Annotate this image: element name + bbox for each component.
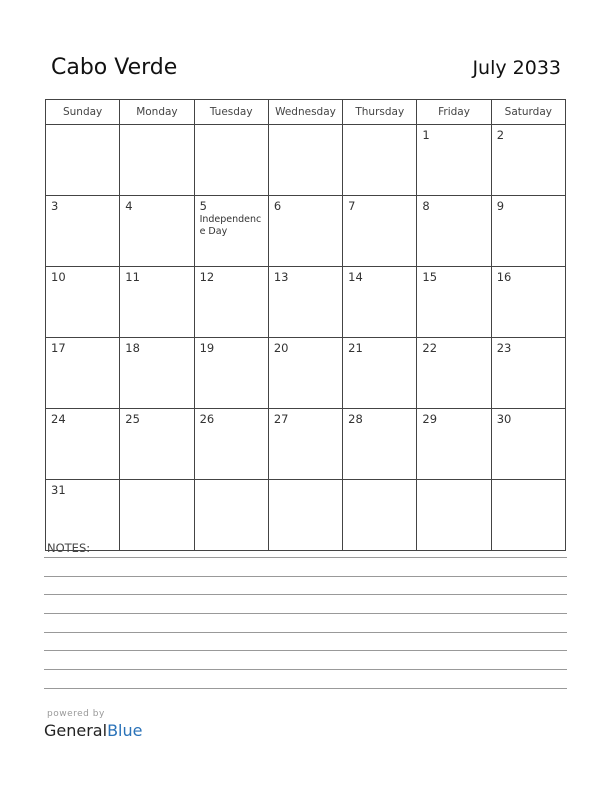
day-number: 12 <box>199 270 215 284</box>
week-row <box>46 409 566 480</box>
day-cell <box>417 480 491 551</box>
weekday-header: Friday <box>417 100 491 125</box>
day-number: 31 <box>51 483 66 497</box>
day-cell <box>343 480 417 551</box>
weekday-header: Saturday <box>491 100 565 125</box>
day-cell <box>417 125 491 196</box>
month-year-title: July 2033 <box>472 57 561 79</box>
day-cell <box>268 409 342 480</box>
day-cell <box>194 409 268 480</box>
day-number: 7 <box>348 199 356 213</box>
day-cell <box>491 480 565 551</box>
day-cell <box>343 409 417 480</box>
day-number: 25 <box>125 412 140 426</box>
day-number: 13 <box>273 270 289 284</box>
day-cell <box>268 196 342 267</box>
day-number: 19 <box>199 341 215 355</box>
holiday-label: Independence Day <box>199 214 262 237</box>
day-number: 20 <box>273 341 289 355</box>
day-cell <box>46 196 120 267</box>
day-cell <box>194 125 268 196</box>
day-number: 26 <box>199 412 215 426</box>
day-cell <box>491 338 565 409</box>
powered-by-text: powered by <box>47 709 105 719</box>
day-number: 1 <box>422 128 430 142</box>
week-row <box>46 125 566 196</box>
day-number: 10 <box>51 270 66 284</box>
day-cell <box>46 267 120 338</box>
day-number: 6 <box>273 199 282 213</box>
day-cell <box>491 267 565 338</box>
day-cell <box>343 267 417 338</box>
week-row <box>46 338 566 409</box>
notes-line <box>44 650 567 651</box>
week-row <box>46 196 566 267</box>
week-row <box>46 480 566 551</box>
notes-line <box>44 576 567 577</box>
day-cell <box>194 338 268 409</box>
day-cell <box>268 480 342 551</box>
day-number: 29 <box>422 412 438 426</box>
day-number: 28 <box>348 412 363 426</box>
day-cell <box>343 196 417 267</box>
notes-line <box>44 688 567 689</box>
day-cell <box>491 409 565 480</box>
day-number: 11 <box>125 270 140 284</box>
day-cell <box>120 338 194 409</box>
day-cell <box>491 125 565 196</box>
country-title: Cabo Verde <box>51 55 178 80</box>
day-cell <box>120 480 194 551</box>
weekday-header: Sunday <box>46 100 120 125</box>
day-cell <box>120 196 194 267</box>
day-cell <box>268 267 342 338</box>
generalblue-logo <box>44 721 142 740</box>
day-number: 14 <box>348 270 363 284</box>
day-number: 16 <box>496 270 512 284</box>
day-number: 2 <box>496 128 505 142</box>
day-number: 24 <box>51 412 66 426</box>
day-number: 22 <box>422 341 438 355</box>
day-cell <box>46 480 120 551</box>
notes-line <box>44 594 567 595</box>
brand-blue: Blue <box>107 721 143 740</box>
notes-line <box>44 613 567 614</box>
day-cell <box>491 196 565 267</box>
day-cell <box>343 125 417 196</box>
notes-label: NOTES: <box>47 541 91 555</box>
weekday-header: Wednesday <box>268 100 342 125</box>
day-cell <box>120 409 194 480</box>
day-cell <box>343 338 417 409</box>
day-cell <box>268 338 342 409</box>
day-cell <box>417 409 491 480</box>
day-number: 23 <box>496 341 512 355</box>
day-number: 27 <box>273 412 289 426</box>
day-number: 21 <box>348 341 363 355</box>
day-cell <box>194 267 268 338</box>
day-number: 15 <box>422 270 438 284</box>
day-number: 18 <box>125 341 140 355</box>
day-cell <box>46 125 120 196</box>
day-number: 4 <box>125 199 133 213</box>
day-number: 9 <box>496 199 505 213</box>
brand-general: General <box>44 721 108 740</box>
calendar-grid <box>45 99 566 551</box>
weekday-header: Thursday <box>343 100 417 125</box>
week-row <box>46 267 566 338</box>
day-number: 17 <box>51 341 66 355</box>
day-cell <box>120 125 194 196</box>
day-cell <box>268 125 342 196</box>
day-number: 30 <box>496 412 512 426</box>
day-cell <box>46 409 120 480</box>
day-number: 5 <box>199 199 207 213</box>
weekday-header: Tuesday <box>194 100 268 125</box>
notes-line <box>44 669 567 670</box>
day-cell <box>194 196 268 267</box>
weekday-header: Monday <box>120 100 194 125</box>
weekday-header-row <box>46 100 566 125</box>
day-cell <box>417 338 491 409</box>
day-number: 3 <box>51 199 59 213</box>
notes-line <box>44 557 567 558</box>
day-cell <box>120 267 194 338</box>
day-number: 8 <box>422 199 430 213</box>
day-cell <box>194 480 268 551</box>
day-cell <box>417 267 491 338</box>
day-cell <box>417 196 491 267</box>
day-cell <box>46 338 120 409</box>
notes-line <box>44 632 567 633</box>
